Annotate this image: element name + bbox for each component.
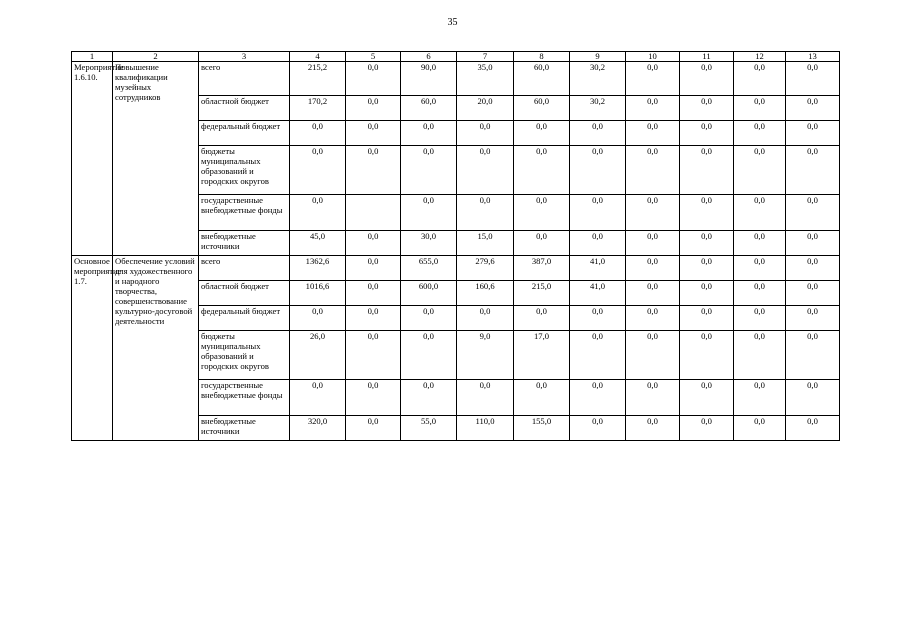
value-cell: 0,0 xyxy=(346,62,401,96)
value-cell: 0,0 xyxy=(290,195,346,231)
value-cell: 0,0 xyxy=(626,380,680,416)
value-cell: 0,0 xyxy=(570,331,626,380)
value-cell: 0,0 xyxy=(457,306,514,331)
value-cell: 0,0 xyxy=(514,231,570,256)
value-cell: 0,0 xyxy=(626,256,680,281)
value-cell: 0,0 xyxy=(401,121,457,146)
value-cell: 0,0 xyxy=(514,195,570,231)
value-cell: 20,0 xyxy=(457,96,514,121)
value-cell: 1362,6 xyxy=(290,256,346,281)
budget-table xyxy=(71,51,840,441)
header-row xyxy=(72,52,840,62)
value-cell: 90,0 xyxy=(401,62,457,96)
value-cell: 1016,6 xyxy=(290,281,346,306)
value-cell: 0,0 xyxy=(786,331,840,380)
value-cell: 35,0 xyxy=(457,62,514,96)
measure-code-cell: Основное мероприятие 1.7. xyxy=(72,256,113,441)
value-cell: 0,0 xyxy=(626,62,680,96)
value-cell: 0,0 xyxy=(626,416,680,441)
value-cell: 0,0 xyxy=(680,231,734,256)
funding-source-cell: внебюджетные источники xyxy=(199,416,290,441)
value-cell: 0,0 xyxy=(626,195,680,231)
value-cell: 0,0 xyxy=(346,306,401,331)
value-cell: 0,0 xyxy=(514,380,570,416)
value-cell: 0,0 xyxy=(786,96,840,121)
value-cell: 0,0 xyxy=(514,306,570,331)
value-cell xyxy=(346,195,401,231)
value-cell: 215,0 xyxy=(514,281,570,306)
value-cell: 0,0 xyxy=(401,331,457,380)
column-header: 8 xyxy=(514,52,570,62)
funding-source-cell: областной бюджет xyxy=(199,281,290,306)
value-cell: 0,0 xyxy=(401,306,457,331)
value-cell: 0,0 xyxy=(680,96,734,121)
funding-source-cell: бюджеты муниципальных образований и городских округов xyxy=(199,146,290,195)
value-cell: 0,0 xyxy=(734,306,786,331)
funding-source-cell: федеральный бюджет xyxy=(199,306,290,331)
value-cell: 0,0 xyxy=(734,62,786,96)
value-cell: 170,2 xyxy=(290,96,346,121)
value-cell: 0,0 xyxy=(786,62,840,96)
value-cell: 0,0 xyxy=(734,195,786,231)
value-cell: 0,0 xyxy=(346,121,401,146)
measure-name-cell: Повышение квалификации музейных сотрудников xyxy=(113,62,199,256)
value-cell: 0,0 xyxy=(734,331,786,380)
funding-source-cell: государственные внебюджетные фонды xyxy=(199,380,290,416)
value-cell: 279,6 xyxy=(457,256,514,281)
value-cell: 0,0 xyxy=(626,306,680,331)
value-cell: 60,0 xyxy=(401,96,457,121)
value-cell: 0,0 xyxy=(457,195,514,231)
value-cell: 30,2 xyxy=(570,62,626,96)
value-cell: 0,0 xyxy=(734,380,786,416)
funding-source-cell: внебюджетные источники xyxy=(199,231,290,256)
value-cell: 41,0 xyxy=(570,256,626,281)
value-cell: 9,0 xyxy=(457,331,514,380)
value-cell: 0,0 xyxy=(514,146,570,195)
value-cell: 0,0 xyxy=(786,416,840,441)
value-cell: 215,2 xyxy=(290,62,346,96)
value-cell: 0,0 xyxy=(626,121,680,146)
column-header: 9 xyxy=(570,52,626,62)
value-cell: 0,0 xyxy=(346,256,401,281)
column-header: 5 xyxy=(346,52,401,62)
column-header: 11 xyxy=(680,52,734,62)
funding-source-cell: государственные внебюджетные фонды xyxy=(199,195,290,231)
value-cell: 0,0 xyxy=(626,281,680,306)
value-cell: 0,0 xyxy=(457,146,514,195)
column-header: 10 xyxy=(626,52,680,62)
value-cell: 0,0 xyxy=(734,121,786,146)
value-cell: 0,0 xyxy=(626,146,680,195)
value-cell: 110,0 xyxy=(457,416,514,441)
value-cell: 17,0 xyxy=(514,331,570,380)
column-header: 3 xyxy=(199,52,290,62)
value-cell: 0,0 xyxy=(457,380,514,416)
value-cell: 655,0 xyxy=(401,256,457,281)
value-cell: 0,0 xyxy=(346,380,401,416)
value-cell: 0,0 xyxy=(346,146,401,195)
value-cell: 0,0 xyxy=(570,416,626,441)
value-cell: 0,0 xyxy=(734,256,786,281)
value-cell: 160,6 xyxy=(457,281,514,306)
value-cell: 0,0 xyxy=(734,96,786,121)
column-header: 12 xyxy=(734,52,786,62)
value-cell: 15,0 xyxy=(457,231,514,256)
value-cell: 0,0 xyxy=(786,121,840,146)
table-row xyxy=(72,62,840,96)
funding-source-cell: всего xyxy=(199,62,290,96)
value-cell: 0,0 xyxy=(626,96,680,121)
value-cell: 0,0 xyxy=(401,146,457,195)
value-cell: 0,0 xyxy=(346,281,401,306)
value-cell: 0,0 xyxy=(570,231,626,256)
value-cell: 60,0 xyxy=(514,62,570,96)
value-cell: 0,0 xyxy=(401,195,457,231)
value-cell: 0,0 xyxy=(734,231,786,256)
value-cell: 0,0 xyxy=(514,121,570,146)
value-cell: 0,0 xyxy=(680,281,734,306)
value-cell: 155,0 xyxy=(514,416,570,441)
value-cell: 387,0 xyxy=(514,256,570,281)
value-cell: 0,0 xyxy=(457,121,514,146)
value-cell: 0,0 xyxy=(346,331,401,380)
value-cell: 0,0 xyxy=(290,121,346,146)
column-header: 6 xyxy=(401,52,457,62)
value-cell: 0,0 xyxy=(680,380,734,416)
funding-source-cell: всего xyxy=(199,256,290,281)
value-cell: 0,0 xyxy=(570,146,626,195)
value-cell: 0,0 xyxy=(626,231,680,256)
measure-code-cell: Мероприятие 1.6.10. xyxy=(72,62,113,256)
column-header: 13 xyxy=(786,52,840,62)
column-header: 4 xyxy=(290,52,346,62)
funding-source-cell: областной бюджет xyxy=(199,96,290,121)
value-cell: 600,0 xyxy=(401,281,457,306)
measure-name-cell: Обеспечение условий для художественного и народного творчества, совершенствование культурно-досуговой деятельности xyxy=(113,256,199,441)
page-number: 35 xyxy=(447,17,458,28)
value-cell: 0,0 xyxy=(786,231,840,256)
value-cell: 45,0 xyxy=(290,231,346,256)
value-cell: 0,0 xyxy=(680,62,734,96)
value-cell: 320,0 xyxy=(290,416,346,441)
value-cell: 0,0 xyxy=(346,416,401,441)
funding-source-cell: бюджеты муниципальных образований и городских округов xyxy=(199,331,290,380)
value-cell: 55,0 xyxy=(401,416,457,441)
column-header: 2 xyxy=(113,52,199,62)
table-body xyxy=(72,62,840,441)
value-cell: 0,0 xyxy=(680,416,734,441)
value-cell: 0,0 xyxy=(680,331,734,380)
value-cell: 0,0 xyxy=(786,256,840,281)
value-cell: 41,0 xyxy=(570,281,626,306)
value-cell: 0,0 xyxy=(786,281,840,306)
value-cell: 0,0 xyxy=(346,96,401,121)
value-cell: 0,0 xyxy=(680,121,734,146)
value-cell: 0,0 xyxy=(680,146,734,195)
value-cell: 0,0 xyxy=(290,380,346,416)
value-cell: 0,0 xyxy=(786,146,840,195)
table-row xyxy=(72,256,840,281)
value-cell: 0,0 xyxy=(734,146,786,195)
value-cell: 0,0 xyxy=(570,121,626,146)
value-cell: 0,0 xyxy=(786,306,840,331)
funding-source-cell: федеральный бюджет xyxy=(199,121,290,146)
value-cell: 0,0 xyxy=(786,195,840,231)
value-cell: 0,0 xyxy=(680,195,734,231)
value-cell: 0,0 xyxy=(570,195,626,231)
value-cell: 26,0 xyxy=(290,331,346,380)
value-cell: 60,0 xyxy=(514,96,570,121)
value-cell: 30,0 xyxy=(401,231,457,256)
value-cell: 0,0 xyxy=(680,306,734,331)
value-cell: 0,0 xyxy=(346,231,401,256)
value-cell: 0,0 xyxy=(680,256,734,281)
value-cell: 0,0 xyxy=(734,416,786,441)
column-header: 1 xyxy=(72,52,113,62)
column-header: 7 xyxy=(457,52,514,62)
value-cell: 0,0 xyxy=(290,146,346,195)
value-cell: 0,0 xyxy=(786,380,840,416)
value-cell: 0,0 xyxy=(570,380,626,416)
value-cell: 0,0 xyxy=(290,306,346,331)
value-cell: 0,0 xyxy=(570,306,626,331)
value-cell: 0,0 xyxy=(734,281,786,306)
value-cell: 0,0 xyxy=(626,331,680,380)
value-cell: 30,2 xyxy=(570,96,626,121)
value-cell: 0,0 xyxy=(401,380,457,416)
